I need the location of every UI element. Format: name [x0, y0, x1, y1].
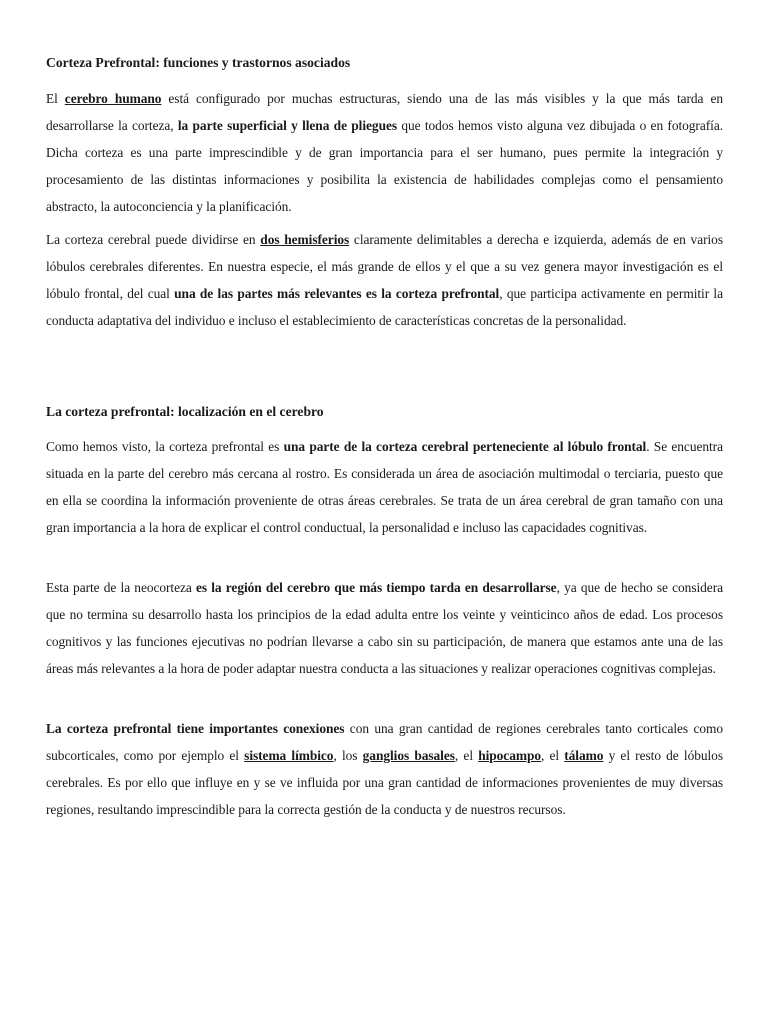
body-text: , ya que de hecho se considera que no termina su desarrollo hasta los principios de la edad adulta entre los veinte y veinticinco años de edad. Los procesos cognitivos y las funciones ejecutivas no podrían llevarse a cabo sin su participación, de manera que estamos ante una de las áreas más relevantes a la hora de poder adaptar nuestra conducta a las situaciones y realizar operaciones cognitivas complejas. — [46, 580, 723, 676]
body-text: , los — [333, 748, 363, 763]
inline-link[interactable]: hipocampo — [478, 748, 541, 763]
inline-link[interactable]: sistema límbico — [244, 748, 334, 763]
inline-link[interactable]: tálamo — [564, 748, 604, 763]
section-2-paragraph-2 — [46, 574, 723, 682]
bold-text: es la región del cerebro que más tiempo tarda en desarrollarse — [196, 580, 557, 595]
bold-text: La corteza prefrontal tiene importantes conexiones — [46, 721, 345, 736]
inline-link[interactable]: ganglios basales — [362, 748, 455, 763]
body-text: está configurado por muchas estructuras, siendo una de las más visibles y la que más tarda en desarrollarse la corteza, — [46, 91, 723, 133]
inline-link[interactable]: cerebro humano — [64, 91, 162, 106]
body-text: . Se encuentra situada en la parte del cerebro más cercana al rostro. Es considerada un área de asociación multimodal o terciaria, puesto que en ella se coordina la información proveniente de otras áreas cerebrales. Se trata de un área cerebral de gran tamaño con una gran importancia a la hora de explicar el control conductual, la personalidad e incluso las capacidades cognitivas. — [46, 439, 723, 535]
section-1-paragraph-1 — [46, 85, 723, 220]
section-2-paragraph-3 — [46, 715, 723, 823]
body-text: La corteza cerebral puede dividirse en — [46, 232, 261, 247]
body-text: , el — [454, 748, 479, 763]
section-1-heading: Corteza Prefrontal: funciones y trastornos asociados — [46, 55, 351, 70]
section-1-paragraph-2 — [46, 226, 723, 334]
body-text: , que participa activamente en permitir la conducta adaptativa del individuo e incluso el establecimiento de características concretas de la personalidad. — [46, 286, 723, 328]
bold-text: una parte de la corteza cerebral perteneciente al lóbulo frontal — [283, 439, 647, 454]
body-text: que todos hemos visto alguna vez dibujada o en fotografía. Dicha corteza es una parte imprescindible y de gran importancia para el ser humano, pues permite la integración y procesamiento de las distintas informaciones y posibilita la existencia de habilidades complejas como el pensamiento abstracto, la autoconciencia y la planificación. — [46, 118, 724, 214]
bold-text: la parte superficial y llena de pliegues — [177, 118, 398, 133]
body-text: Como hemos visto, la corteza prefrontal es — [46, 439, 284, 454]
body-text: El — [46, 91, 65, 106]
inline-link[interactable]: dos hemisferios — [260, 232, 350, 247]
body-text: , el — [540, 748, 565, 763]
body-text: y el resto de lóbulos cerebrales. Es por ello que influye en y se ve influida por una gran cantidad de informaciones provenientes de muy diversas regiones, resultando imprescindible para la correcta gestión de la conducta y de nuestros recursos. — [46, 748, 723, 817]
body-text: Esta parte de la neocorteza — [46, 580, 196, 595]
section-2-paragraph-1 — [46, 433, 723, 541]
bold-text: una de las partes más relevantes es la corteza prefrontal — [174, 286, 500, 301]
section-2-heading: La corteza prefrontal: localización en el cerebro — [46, 404, 324, 419]
body-text: con una gran cantidad de regiones cerebrales tanto corticales como subcorticales, como por ejemplo el — [46, 721, 723, 763]
body-text: claramente delimitables a derecha e izquierda, además de en varios lóbulos cerebrales diferentes. En nuestra especie, el más grande de ellos y el que a su vez genera mayor investigación es el lóbulo frontal, del cual — [46, 232, 723, 301]
